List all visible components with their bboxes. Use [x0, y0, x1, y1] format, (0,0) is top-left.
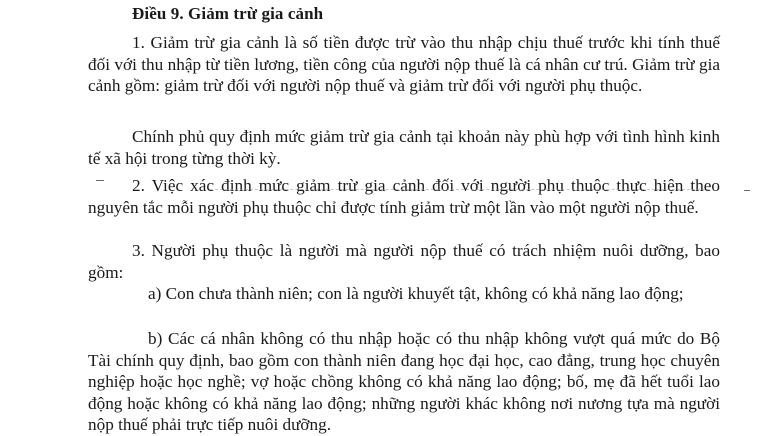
item-b: b) Các cá nhân không có thu nhập hoặc có thu nhập không vượt quá mức do Bộ Tài chính quy định, bao gồm con thành niên đang học đại học, cao đẳng, trung học chuyên nghiệp hoặc học nghề; vợ hoặc chồng không có khả năng lao động; bố, mẹ đã hết tuổi lao động hoặc không có khả năng lao động; những người khác không nơi nương tựa mà người nộp thuế phải trực tiếp nuôi dưỡng. [88, 329, 720, 434]
paragraph-2: 2. Việc xác định mức giảm trừ gia cảnh đối với người phụ thuộc thực hiện theo nguyên tắc mỗi người phụ thuộc chỉ được tính giảm trừ một lần vào một người nộp thuế. [88, 176, 720, 217]
item-a: a) Con chưa thành niên; con là người khuyết tật, không có khả năng lao động; [148, 284, 684, 303]
paragraph-1: 1. Giảm trừ gia cảnh là số tiền được trừ vào thu nhập chịu thuế trước khi tính thuế đối với thu nhập từ tiền lương, tiền công của người nộp thuế là cá nhân cư trú. Giảm trừ gia cảnh gồm: giảm trừ đối với người nộp thuế và giảm trừ đối với người phụ thuộc. [88, 33, 720, 95]
article-heading: Điều 9. Giảm trừ gia cảnh [132, 4, 324, 23]
paragraph-3: 3. Người phụ thuộc là người mà người nộp thuế có trách nhiệm nuôi dưỡng, bao gồm: [88, 241, 720, 282]
scan-artifact-mark-right [744, 190, 750, 191]
scan-artifact-dashed-line [210, 189, 710, 190]
scan-artifact-mark [96, 180, 104, 181]
paragraph-government-regulation: Chính phủ quy định mức giảm trừ gia cảnh tại khoản này phù hợp với tình hình kinh tế xã hội trong từng thời kỳ. [88, 127, 720, 168]
